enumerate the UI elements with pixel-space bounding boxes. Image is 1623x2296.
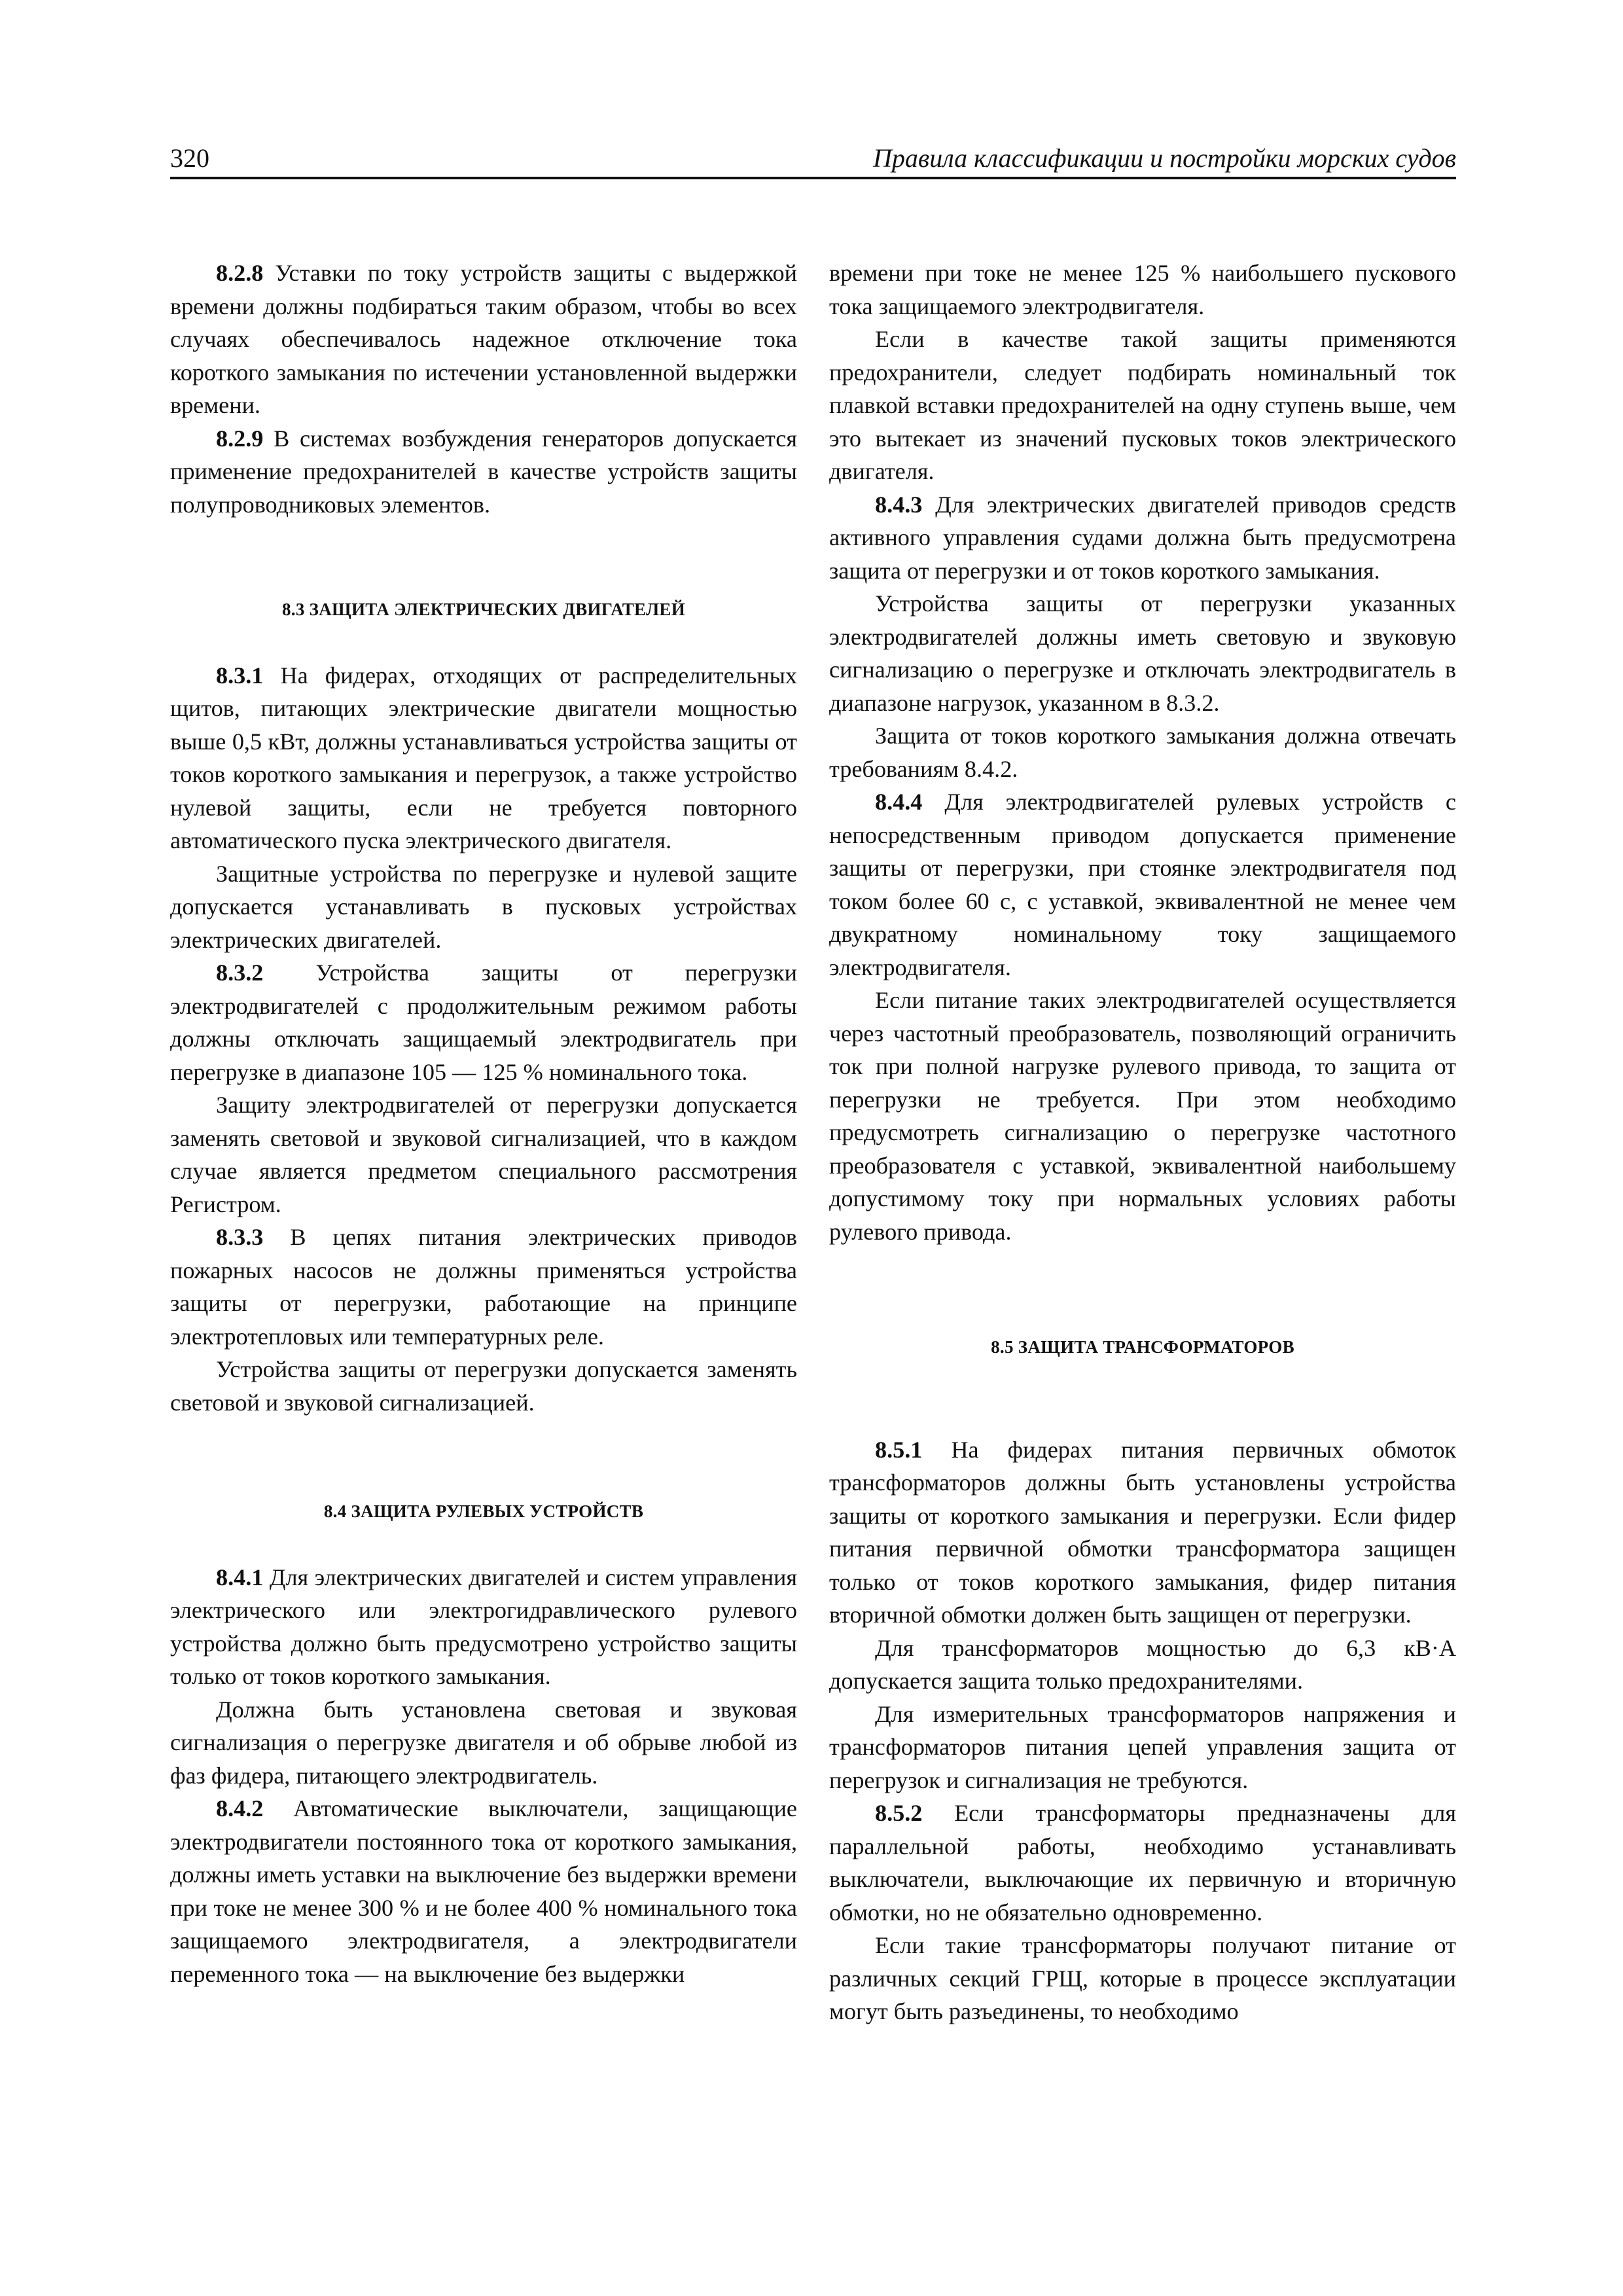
section-heading-8-3: 8.3 ЗАЩИТА ЭЛЕКТРИЧЕСКИХ ДВИГАТЕЛЕЙ <box>281 600 686 619</box>
page-header <box>170 143 1456 179</box>
section-heading-8-4: 8.4 ЗАЩИТА РУЛЕВЫХ УСТРОЙСТВ <box>323 1501 644 1521</box>
clause-number: 8.5.2 <box>875 1800 923 1826</box>
clause-number: 8.2.8 <box>216 260 264 286</box>
paragraph-8-5-1c: Для измерительных трансформаторов напряжения и трансформаторов питания цепей управления защита от перегрузок и сигнализация не требуются. <box>829 1700 1456 1793</box>
paragraph-8-4-1 <box>170 1561 797 1693</box>
paragraph-text: Автоматические выключатели, защищающие электродвигатели постоянного тока от короткого замыкания, должны иметь уставки на выключение без выдержки времени при токе не менее 300 % и не более 400 % номинального тока защищаемого электродвигателя, а электродвигатели переменного тока — на выключение без выдержки <box>170 1795 798 1987</box>
paragraph-8-5-2 <box>829 1797 1456 1929</box>
header-rule <box>170 177 1456 179</box>
paragraph-8-3-3 <box>170 1221 797 1353</box>
paragraph-text: Для электродвигателей рулевых устройств с непосредственным приводом допускается применение защиты от перегрузки, при стоянке электродвигателя под током более 60 с, с уставкой, эквивалентной не менее чем двукратному номинальному току защищаемого электродвигателя. <box>829 789 1456 980</box>
paragraph-8-3-1 <box>170 659 797 857</box>
paragraph-fuses: Если в качестве такой защиты применяются предохранители, следует подбирать номинальный ток плавкой вставки предохранителей на одну ступень выше, чем это вытекает из значений пусковых токов электрического двигателя. <box>829 326 1456 484</box>
paragraph-8-5-2b: Если такие трансформаторы получают питание от различных секций ГРЩ, которые в процессе эксплуатации могут быть разъединены, то необходимо <box>829 1932 1456 2024</box>
paragraph-text: На фидерах питания первичных обмоток трансформаторов должны быть установлены устройства защиты от короткого замыкания и перегрузки. Если фидер питания первичной обмотки трансформатора защищен только от токов короткого замыкания, фидер питания вторичной обмотки должен быть защищен от перегрузки. <box>829 1436 1456 1628</box>
paragraph-text: Устройства защиты от перегрузки электродвигателей с продолжительным режимом работы должны отключать защищаемый электродвигатель при перегрузке в диапазоне 105 — 125 % номинального тока. <box>170 960 797 1085</box>
paragraph-8-2-9 <box>170 422 797 522</box>
right-column <box>829 257 1456 2028</box>
clause-number: 8.4.4 <box>875 789 923 815</box>
clause-number: 8.4.2 <box>216 1795 264 1821</box>
clause-number: 8.4.1 <box>216 1564 264 1590</box>
running-title: Правила классификации и постройки морских судов <box>872 143 1456 173</box>
section-heading-8-5: 8.5 ЗАЩИТА ТРАНСФОРМАТОРОВ <box>991 1337 1294 1357</box>
paragraph-8-3-2 <box>170 956 797 1088</box>
paragraph-8-4-4b: Если питание таких электродвигателей осуществляется через частотный преобразователь, позволяющий ограничить ток при полной нагрузке рулевого привода, то защита от перегрузки не требуется. При этом необходимо предусмотреть сигнализацию о перегрузке частотного преобразователя с уставкой, эквивалентной наибольшему допустимому току при нормальных условиях работы рулевого привода. <box>829 987 1456 1245</box>
paragraph-8-4-3 <box>829 488 1456 588</box>
clause-number: 8.3.1 <box>216 662 264 689</box>
paragraph-8-5-1 <box>829 1433 1456 1632</box>
clause-number: 8.5.1 <box>875 1436 923 1463</box>
paragraph-8-4-3b: Устройства защиты от перегрузки указанных электродвигателей должны иметь световую и звуковую сигнализацию о перегрузке и отключать электродвигатель в диапазоне нагрузок, указанном в 8.3.2. <box>829 590 1456 716</box>
paragraph-text: В цепях питания электрических приводов пожарных насосов не должны применяться устройства защиты от перегрузки, работающие на принципе электротепловых или температурных реле. <box>170 1224 797 1350</box>
paragraph-8-4-1b: Должна быть установлена световая и звуковая сигнализация о перегрузке двигателя и об обрыве любой из фаз фидера, питающего электродвигатель. <box>170 1696 797 1789</box>
paragraph-8-5-1b: Для трансформаторов мощностью до 6,3 кВ·А допускается защита только предохранителями. <box>829 1634 1456 1694</box>
paragraph-text: Для электрических двигателей приводов средств активного управления судами должна быть предусмотрена защита от перегрузки и от токов короткого замыкания. <box>829 491 1456 584</box>
clause-number: 8.4.3 <box>875 491 923 518</box>
paragraph-8-4-2 <box>170 1792 797 1990</box>
clause-number: 8.3.2 <box>216 960 264 986</box>
paragraph-8-4-4 <box>829 785 1456 984</box>
paragraph-8-3-1b: Защитные устройства по перегрузке и нулевой защите допускается устанавливать в пусковых устройствах электрических двигателей. <box>170 860 797 953</box>
paragraph-text: Если трансформаторы предназначены для параллельной работы, необходимо устанавливать выключатели, выключающие их первичную и вторичную обмотки, но не обязательно одновременно. <box>829 1800 1456 1926</box>
paragraph-text: В системах возбуждения генераторов допускается применение предохранителей в качестве устройств защиты полупроводниковых элементов. <box>170 425 797 518</box>
clause-number: 8.2.9 <box>216 425 264 452</box>
paragraph-continuation: времени при токе не менее 125 % наибольшего пускового тока защищаемого электродвигателя. <box>829 260 1456 319</box>
paragraph-8-3-2b: Защиту электродвигателей от перегрузки допускается заменять световой и звуковой сигнализацией, что в каждом случае является предметом специального рассмотрения Регистром. <box>170 1092 797 1217</box>
paragraph-text: На фидерах, отходящих от распределительных щитов, питающих электрические двигатели мощностью выше 0,5 кВт, должны устанавливаться устройства защиты от токов короткого замыкания и перегрузок, а также устройство нулевой защиты, если не требуется повторного автоматического пуска электрического двигателя. <box>170 662 797 853</box>
paragraph-8-3-3b: Устройства защиты от перегрузки допускается заменять световой и звуковой сигнализацией. <box>170 1356 797 1416</box>
paragraph-8-2-8 <box>170 257 797 422</box>
clause-number: 8.3.3 <box>216 1224 264 1250</box>
paragraph-text: Для электрических двигателей и систем управления электрического или электрогидравлического рулевого устройства должно быть предусмотрено устройство защиты только от токов короткого замыкания. <box>170 1564 797 1689</box>
page-number: 320 <box>170 143 209 173</box>
left-column <box>170 257 797 1990</box>
paragraph-text: Уставки по току устройств защиты с выдержкой времени должны подбираться таким образом, чтобы во всех случаях обеспечивалось надежное отключение тока короткого замыкания по истечении установленной выдержки времени. <box>170 260 797 418</box>
paragraph-8-4-3c: Защита от токов короткого замыкания должна отвечать требованиям 8.4.2. <box>829 723 1456 782</box>
